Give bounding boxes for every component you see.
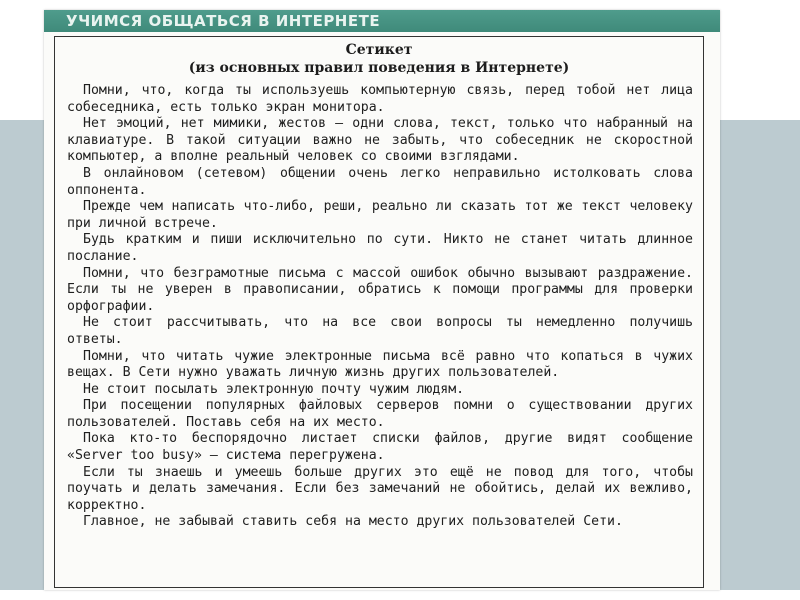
- paragraph-7: Не стоит рассчитывать, что на все свои вопросы ты немедленно получишь ответы.: [67, 315, 693, 347]
- paragraph-4: Прежде чем написать что-либо, реши, реально ли сказать тот же текст человеку при личной встрече.: [67, 199, 693, 231]
- paragraph-2: Нет эмоций, нет мимики, жестов — одни слова, текст, только что набранный на клавиатуре. В такой ситуации важно не забыть, что собеседник не скоростной компьютер, а вполне реальный человек со своими взглядами.: [67, 116, 693, 165]
- paragraph-10: При посещении популярных файловых серверов помни о существовании других пользователей. Поставь себя на их место.: [67, 398, 693, 430]
- paragraph-12: Если ты знаешь и умеешь больше других это ещё не повод для того, чтобы поучать и делать замечания. Если без замечаний не обойтись, делай их вежливо, корректно.: [67, 464, 693, 513]
- article-body: [67, 83, 693, 531]
- paragraph-3: В онлайновом (сетевом) общении очень легко неправильно истолковать слова оппонента.: [67, 165, 693, 198]
- paragraph-9: Не стоит посылать электронную почту чужим людям.: [83, 381, 465, 397]
- paragraph-5: Будь кратким и пиши исключительно по сути. Никто не станет читать длинное послание.: [67, 232, 693, 264]
- banner-title: УЧИМСЯ ОБЩАТЬСЯ В ИНТЕРНЕТЕ: [66, 12, 381, 30]
- paragraph-11: Пока кто-то беспорядочно листает списки файлов, другие видят сообщение «Server too busy» — система перегружена.: [67, 431, 693, 464]
- section-banner: [44, 10, 720, 32]
- article-subtitle: (из основных правил поведения в Интернете): [188, 60, 570, 76]
- article-box: [54, 36, 704, 588]
- paragraph-13: Главное, не забывай ставить себя на место других пользователей Сети.: [83, 514, 623, 530]
- paragraph-6: Помни, что безграмотные письма с массой ошибок обычно вызывают раздражение. Если ты не уверен в правописании, обратись к помощи программы для проверки орфографии.: [67, 265, 693, 314]
- paragraph-8: Помни, что читать чужие электронные письма всё равно что копаться в чужих вещах. В Сети нужно уважать личную жизнь других пользователей.: [67, 348, 693, 381]
- textbook-page: [44, 10, 720, 590]
- paragraph-1: Помни, что, когда ты используешь компьютерную связь, перед тобой нет лица собеседника, есть только экран монитора.: [67, 83, 693, 115]
- article-title: Сетикет: [345, 42, 413, 58]
